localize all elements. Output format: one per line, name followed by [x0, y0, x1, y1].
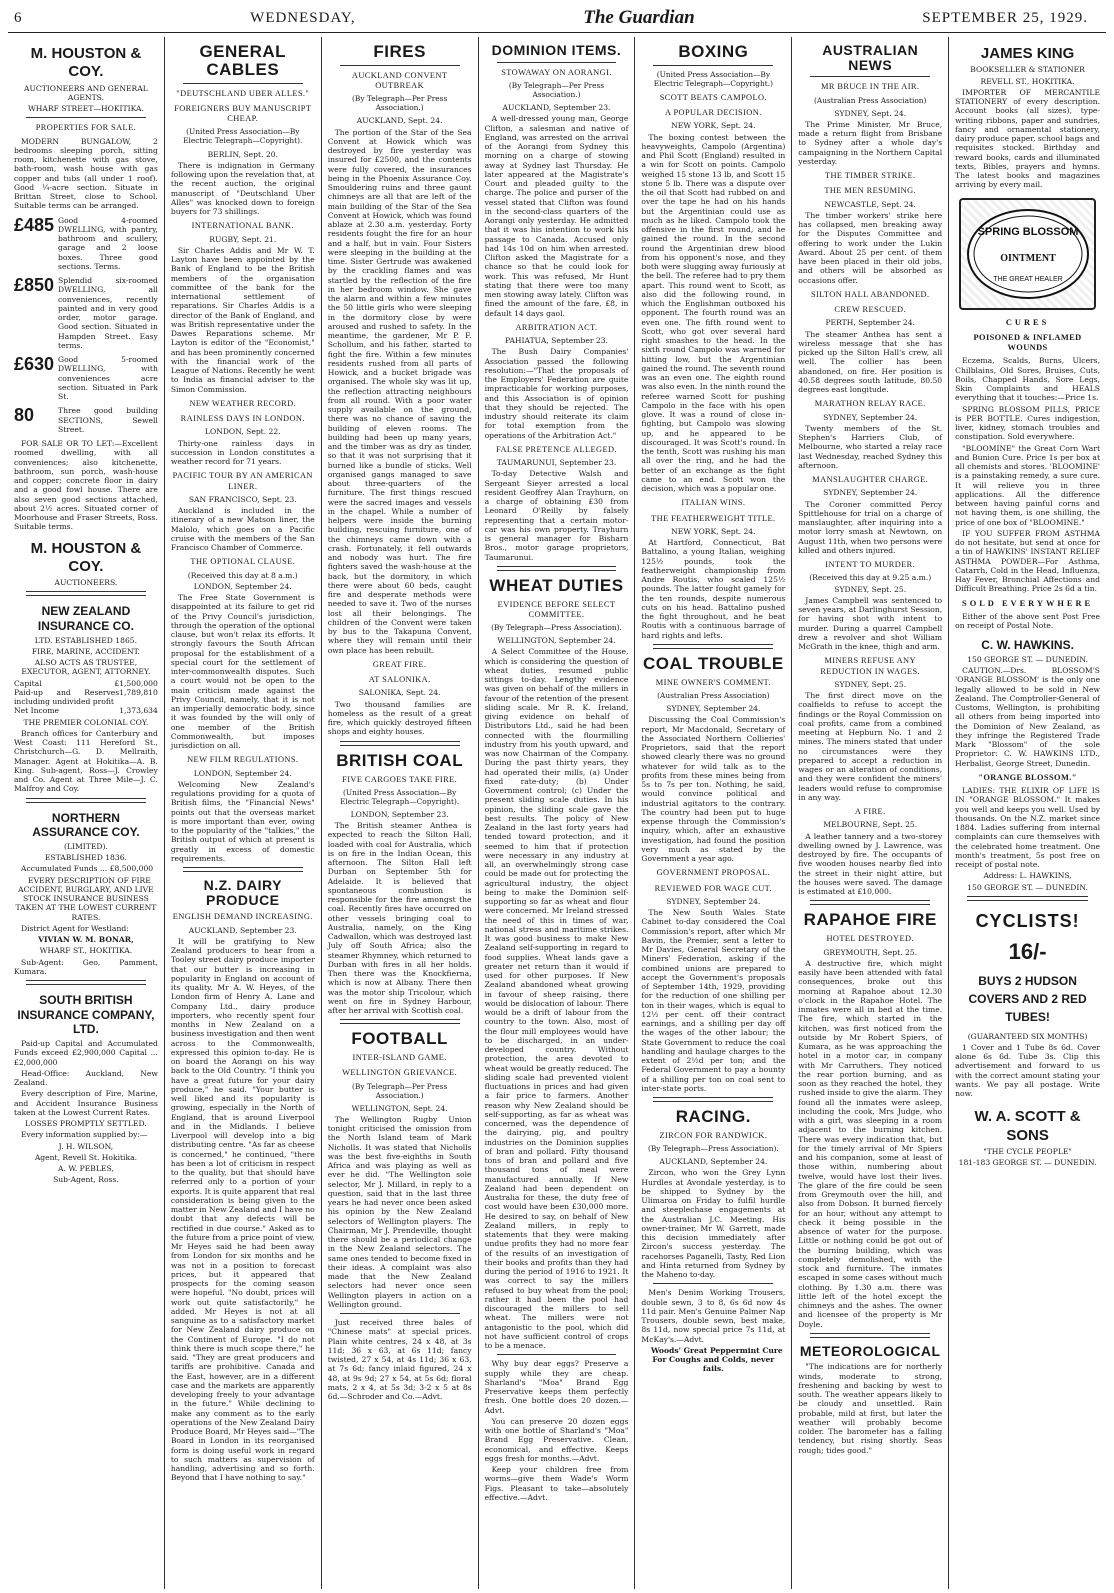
nzi-title: NEW ZEALAND INSURANCE CO. — [37, 604, 134, 634]
tyre-price: 16/- — [1008, 938, 1047, 964]
coal-trouble-heading: COAL TROUBLE — [642, 653, 784, 673]
advertisement: You can preserve 20 dozen eggs with one bottle of Sharland's "Moa" Brand Egg Preservative. Clean, economical, and effective. Keeps eggs fresh for months.—Advt. — [484, 1416, 629, 1463]
guarantee-note: (GUARANTEED SIX MONTHS) — [967, 1031, 1088, 1041]
article-body: The Wellington Rugby Union tonight criticised the omission from the North Island team of Mark Nicholls. It was stated that Nicholls was the best five-eighths in South Africa and was playing as well as ever he did. "The Wellington sole selector, Mr J. Millard, in reply to a question, said that in the last three years he had never once been asked his opinion by the New Zealand selectors of Wellington players. The Chairman, Mr J. Prendeville, thought there should be a periodical change in the New Zealand selectors. The same ones tended to become fixed in their ideas. A complaint was also made that the New Zealand selectors had never once seen Wellington players in action on a Wellington ground. — [327, 1114, 472, 1309]
advertisement: Why buy dear eggs? Preserve a supply while they are cheap. Sharland's "Moa" Brand Egg Preservative keeps them perfectly fresh. One bottle does 20 dozen.—Advt. — [484, 1359, 629, 1415]
divider — [340, 1019, 460, 1024]
column-4 — [479, 37, 636, 1589]
divider — [340, 1313, 460, 1314]
houston-ad-sub-2: AUCTIONEERS. — [54, 578, 118, 588]
article-dateline: SAN FRANCISCO, Sept. 23. — [188, 494, 297, 504]
sbi-head-office: Head-Office: Auckland, New Zealand. — [14, 1068, 158, 1088]
houston-ad-title-2: M. HOUSTON & COY. — [30, 539, 142, 575]
coupon-text: 1 Cover and 1 Tube 8s 6d. Cover alone 6s 6d. Tube 3s. Clip this advertisement and forward to us with the correct amount stating your wants. We pay all postage. Write now. — [955, 1042, 1100, 1099]
article-body: Sir Charles Addis and Mr W. T. Layton have been appointed by the Bank of England to be the British members of the organisation committee of the bank for the international settlement of reparations. Sir Charles Addis is a director of the Bank of England, and was British representative under the Dawes Reparations scheme. Mr Layton is editor of the "Economist," and has been prominently concerned with the financial work of the League of Nations. Recently he went to India as financial adviser to the Simon Commission. — [170, 245, 315, 394]
article-title: PACIFIC TOUR BY AN AMERICAN LINER. — [172, 471, 313, 491]
column-5 — [635, 37, 792, 1589]
article-body: Two thousand families are homeless as the result of a great fire, which quickly destroyed fifteen shops and eighty houses. — [327, 699, 472, 737]
caution-notice: CAUTION.—Drs. BLOSSOM'S 'ORANGE BLOSSOM' is the only one legally allowed to be sold in New Zealand. The Comptroller-General of Customs, Wellington, is prohibiting all others from being imported into the Dominion of New Zealand, as they infringe the Registered Trade Mark "Blossom" of the sole Proprietor: C. W. HAWKINS LTD., Herbalist, George Street, Dunedin. — [955, 666, 1100, 768]
article-credit: (United Press Association—By Electric Telegraph—Copyright). — [183, 127, 303, 146]
price-value: 80 — [14, 405, 35, 426]
article-title: GOVERNMENT PROPOSAL. — [656, 868, 771, 878]
capital-row — [14, 679, 158, 688]
ladies-ad: LADIES: THE ELIXIR OF LIFE IS IN "ORANGE BLOSSOM." It makes you well and keeps you well. Used by thousands. On the N.Z. market since 1884. Ladies suffering from internal complaints can cure themselves with the celebrated home treatment. One month's treatment, 5s post free on receipt of postal note. — [955, 786, 1100, 870]
article-title: MANSLAUGHTER CHARGE. — [812, 475, 929, 485]
article-dateline: GREYMOUTH, Sept. 25. — [823, 947, 918, 957]
article-body: Auckland is included in the itinerary of a new Matson liner, the Malolo, which goes on a Pacific cruise with the members of the San Francisco Chamber of Commerce. — [170, 506, 315, 552]
article-dateline: RUGBY, Sept. 21. — [209, 234, 277, 244]
article-body: The first direct move on the coalfields to refuse to accept the findings or the Royal Commission on coal profits, came from a combined meeting at Hepburn No. 1 and 2 mines. The miners stated that under no circumstances were they prepared to accept a reduction in wages or an alteration of conditions, and they were confident the miners' leaders would refuse to compromise in any way. — [798, 691, 943, 802]
article-dateline: AUCKLAND, September 23. — [188, 925, 297, 935]
cures-subtitle: POISONED & INFLAMED WOUNDS — [973, 332, 1082, 353]
boxing-heading: BOXING — [678, 42, 749, 61]
logo-text: SPRING BLOSSOM — [977, 225, 1078, 238]
price-row — [14, 406, 158, 434]
article-title: THE OPTIONAL CLAUSE. — [190, 557, 296, 567]
capital-row — [14, 688, 158, 707]
article-body: Thirty-one rainless days in succession in London constitutes a weather record for 71 years. — [170, 438, 315, 466]
columns — [8, 37, 1106, 1589]
article-title: HOTEL DESTROYED. — [826, 934, 914, 944]
nac-sub-agent: Sub-Agent: Geo, Pamment, Kumara. — [14, 957, 158, 976]
article-credit: (United Press Association—By Electric Telegraph—Copyright). — [340, 787, 460, 806]
divider — [26, 798, 146, 803]
nac-description: EVERY DESCRIPTION OF FIRE ACCIDENT, BURGLARY, AND LIVE STOCK INSURANCE BUSINESS TAKEN AT THE LOWEST CURRENT RATES. — [15, 875, 157, 922]
wheat-duties-heading: WHEAT DUTIES — [489, 575, 624, 595]
article-title: AUCKLAND CONVENT OUTBREAK — [351, 70, 448, 91]
article-title: GREAT FIRE. — [372, 659, 427, 669]
column-3 — [322, 37, 479, 1589]
divider — [340, 741, 460, 746]
article-subtitle: THE FEATHERWEIGHT TITLE. — [651, 513, 776, 523]
football-heading: FOOTBALL — [351, 1029, 448, 1049]
bloomine-ad: "BLOOMINE" the Great Corn Wart and Bunion Cure. Price 1s per box at all chemists and stores. 'BLOOMINE' is a painstaking remedy, a sure cure. It will relieve you in three applications. All the difference between having painful corns and not having them, is one shilling, the price of one box of "BLOOMINE." — [955, 443, 1100, 527]
column-6 — [792, 37, 949, 1589]
post-free-note: Either of the above sent Post Free on receipt of Postal Note. — [955, 611, 1100, 631]
sbi-info: Every information supplied by:— — [21, 1130, 148, 1140]
article-title: SCOTT BEATS CAMPOLO. — [659, 92, 767, 102]
houston-ad-title: M. HOUSTON & COY. — [30, 45, 142, 81]
article-title: "DEUTSCHLAND UBER ALLES." — [176, 88, 310, 98]
scott-sub: "THE CYCLE PEOPLE" — [983, 1147, 1072, 1157]
article-title: NEW FILM REGULATIONS. — [187, 755, 299, 765]
divider — [497, 566, 617, 571]
sbi-agent-1: J. H. WILSON, — [58, 1141, 114, 1151]
article-body: Twenty members of the St. Stephen's Harriers Club, of Melbourne, who started a relay race last Wednesday, reached Sydney this afternoon. — [798, 423, 943, 470]
article-subtitle: AT SALONIKA. — [368, 675, 431, 685]
article-dateline: LONDON, September 24. — [193, 581, 292, 591]
divider — [340, 65, 460, 66]
article-received: (Received this day at 8 a.m.) — [187, 570, 298, 580]
cures-title: CURES — [1005, 317, 1050, 327]
article-dateline: LONDON, Sept. 22. — [204, 427, 281, 437]
article-body: It will be gratifying to New Zealand producers to hear from a Tooley street dairy produce importer that our butter is increasing in popularity in England on account of its quality. Mr A. W. Heyes, of the London firm of Henry A. Lane and Company Ltd., dairy produce importers, who recently spent four months in New Zealand on a business investigation and then went across to the Commonwealth, expressed this opinion to-day. He is on board the Aorangi on his way back to the Old Country. "I think you have a great future for your dairy produce," he said. "Your butter is well liked and its popularity is growing, especially in the North of England, that is around Liverpool and in the Midlands. I believe Liverpool will develop into a big distributing centre. "As far as cheese is concerned," he continued, "there has been a lot of criticism in respect to the quality, but that should have referred only to a portion of your exports. It is quite apparent that real consideration is being given to the matter in New Zealand and I have no doubt that any defects will be rectified in due course." Asked as to the future from a price point of view, Mr Heyes said he had been away from London for six months and he was not in a position to forecast prices, but it appeared that prospects for the coming season were hopeful. "No doubt, prices will work out quite satisfactorily," he added. Mr Heyes is not at all sanguine as to a satisfactory market for New Zealand dairy produce on the Continent of Europe. "I do not think there is much scope there," he said. "They are great producers and tariffs are prohibitive. Canada and the East, however, are in a different case and the markets are apparently developing freely to your advantage in the future." While declining to make any comment as to the early operations of the New Zealand Dairy Produce Board, Mr Heyes said—"The Board in London in its reorganised form is doing useful work in regard to such matters as supervision of handling, advertising and so forth. Beyond that I have nothing to say." — [170, 936, 315, 1483]
article-body: To-day Detective Walsh and Sergeant Sieyer arrested a local resident Geoffrey Alan Trayhurn, on a charge of obtaining £30 from Leonard O'Reilly by falsely representing that a certain motor-car was his own property. Trayhurn is general manager for Bisharn Bros., motor garage proprietors, Taumarunui. — [484, 469, 629, 562]
racing-heading: RACING. — [675, 1107, 751, 1127]
divider — [183, 867, 303, 872]
article-title: A FIRE. — [854, 807, 886, 817]
masthead-day: WEDNESDAY, — [250, 9, 356, 26]
article-title: ZIRCON FOR RANDWICK. — [659, 1130, 768, 1140]
divider — [497, 1354, 617, 1355]
james-king-body: IMPORTER OF MERCANTILE STATIONERY of every description. Account books (all sizes), type-writing ribbons, paper and sundries, fancy and ornamental stationery, dairy produce paper, school bags and requisites stocked. Birthday and reward books, cards and illuminated texts, Bibles, prayers and hymns. The latest books and magazines arriving by every mail. — [955, 87, 1100, 190]
houston-ad-sub: AUCTIONEERS AND GENERAL AGENTS. — [24, 83, 148, 102]
masthead-date: SEPTEMBER 25, 1929. — [922, 9, 1088, 26]
article-dateline: WELLINGTON, September 24. — [497, 636, 616, 646]
divider — [497, 62, 617, 63]
article-body: A well-dressed young man, George Clifton, a salesman and native of England, was arrested on the arrival of the Aorangi from Sydney this morning on a charge of stowing away at Sydney last Thursday. He later appeared at the Magistrate's Court and pleaded guilty to the charge. The police and purser of the vessel stated that Clifton was found in the second-class quarters of the Aorangi only yesterday. He admitted that it was his intention to work his passage to Canada. Accused only had 14s 10d on him when arrested. Clifton asked the Magistrate for a chance so that he could look for work. This was refused, Mr Hunt stating that there were too many men stowing away lately. Clifton was fined the amount of the fare, £8, in default 14 days gaol. — [484, 114, 629, 318]
article-body: At Hartford, Connecticut, Bat Battalino, a young Italian, weighing 125½ pounds, took the featherweight championship from Andre Routis, who scaled 125½ pounds. The latter fought gamely for the ten rounds, despite numerous cuts on his head. Battalino pushed the fight throughout, and he beat Routis with a continuous barrage of hard rights and lefts. — [641, 538, 786, 640]
article-title: INTERNATIONAL BANK. — [191, 221, 294, 231]
article-body: The timber workers' strike here has collapsed, men breaking away for the Disputes Committee and offering to work under the Lukin Award. About 25 per cent. of them have been placed in their old jobs, and others will be absorbed as occasions offer. — [798, 210, 943, 285]
divider — [810, 76, 930, 77]
article-dateline: SYDNEY, September 24. — [666, 896, 761, 906]
british-coal-heading: BRITISH COAL — [336, 750, 464, 770]
article-dateline: SYDNEY, Sept. 25. — [834, 584, 907, 594]
article-title: NEW WEATHER RECORD. — [189, 398, 297, 408]
advertisement: Men's Denim Working Trousers, double sewn, 3 to 8, 6s 6d now 4s 11d pair. Men's Genuine Palmer Nap Trousers, double sewn, best make, 8s 11d, now special price 7s 11d, at McKay's.—Advt. — [641, 1288, 786, 1344]
article-dateline: SALONIKA, Sept. 24. — [358, 688, 441, 698]
article-dateline: TAUMARUNUI, September 23. — [496, 458, 617, 467]
scott-address: 181-183 GEORGE ST. — DUNEDIN. — [958, 1158, 1097, 1168]
nac-funds: Accumulated Funds ... £8,500,000 — [21, 864, 154, 874]
article-title: FIVE CARGOES TAKE FIRE. — [342, 774, 458, 784]
divider — [26, 117, 146, 118]
article-title: EVIDENCE BEFORE SELECT COMMITTEE. — [497, 599, 616, 619]
article-title: INTER-ISLAND GAME. — [352, 1053, 447, 1063]
nac-title: NORTHERN ASSURANCE COY. — [32, 810, 140, 840]
article-dateline: SYDNEY, Sept. 24. — [834, 108, 907, 118]
article-title: MINE OWNER'S COMMENT. — [655, 677, 771, 687]
article-dateline: LONDON, September 23. — [350, 809, 449, 819]
article-body: The New South Wales State Cabinet to-day considered the Coal Commission's report, after which Mr Bavin, the Premier, sent a letter to Mr Davies, General Secretary of the Miners' Federation, asking if the combined unions are prepared to accept the Government's proposals of September 14th, 1929, providing for the reduction of one shilling per ton in their wages, which is equal to 12½ per cent. off their contract earnings, and a shilling per day off the wages of the other labour; the State Government to reduce the coal handling and haulage charges to the extent of 2½d per ton; and the Federal Government to pay a bounty of a shilling per ton on coal sent to inter-state ports. — [641, 908, 786, 1093]
article-dateline: LONDON, September 24. — [193, 768, 292, 778]
australian-news-heading: AUSTRALIAN NEWS — [822, 42, 919, 73]
cures-body: Eczema, Scalds, Burns, Ulcers, Chilblains, Old Sores, Bruises, Cuts, Boils, Chapped Hands, Sore Legs, Skin Complaints and HEALS everything that it touches:—Price 1s. — [955, 356, 1100, 403]
article-title: SILTON HALL ABANDONED. — [810, 289, 930, 299]
article-dateline: NEW YORK, Sept. 24. — [671, 121, 756, 131]
article-dateline: AUCKLAND, September 23. — [502, 103, 611, 112]
article-credit: (By Telegraph—Per Press Association.) — [508, 80, 605, 99]
article-subtitle: RAINLESS DAYS IN LONDON. — [180, 414, 305, 423]
divider — [183, 83, 303, 84]
article-body: Welcoming New Zealand's regulations providing for a quota of British films, the "Financial News" points out that the overseas market is more important than ever, owing to the popularity of the "talkies," the British output of which at present is greatly in excess of domestic requirements. — [170, 779, 315, 863]
orange-blossom-title: "ORANGE BLOSSOM." — [978, 772, 1077, 782]
james-king-address: REVELL ST., HOKITIKA. — [980, 76, 1075, 86]
article-title: THE TIMBER STRIKE. — [824, 171, 916, 181]
meteorological-heading: METEOROLOGICAL — [799, 1342, 941, 1359]
hawkins-title: C. W. HAWKINS. — [981, 638, 1074, 653]
article-title: ITALIAN WINS. — [681, 498, 746, 508]
article-title: STOWAWAY ON AORANGI. — [501, 67, 612, 77]
article-body: The Free State Government is disappointed at its failure to get rid of the Privy Council's jurisdiction, through the operation of the optional clause, but won't relax its efforts. It strongly favours the South African proposal for the establishment of a special court for the settlement of inter-commonwealth disputes. Such a court would not be open to the main criticism made against the Privy Council, namely, that it is not an imperially democratic body, since it was founded by the will only of one member of the British Commonwealth, but imposes jurisdiction on all. — [170, 593, 315, 750]
article-title: ARBITRATION ACT. — [515, 322, 598, 332]
page-number: 6 — [14, 9, 23, 26]
article-dateline: SYDNEY, September 24. — [823, 412, 918, 422]
column-2 — [165, 37, 322, 1589]
article-title: MINERS REFUSE ANY REDUCTION IN WAGES. — [820, 656, 921, 676]
sold-everywhere: SOLD EVERYWHERE — [962, 598, 1094, 608]
cyclists-heading: CYCLISTS! — [975, 910, 1080, 931]
advertisement: Woods' Great Peppermint Cure For Coughs and Colds, never fails. — [650, 1345, 783, 1374]
article-body: The Prime Minister, Mr Bruce, made a return flight from Brisbane to Sydney after a whole day's campaigning in the Northern Capital yesterday. — [798, 119, 943, 166]
price-value: £850 — [14, 275, 55, 296]
article-title: MR BRUCE IN THE AIR. — [821, 82, 920, 92]
james-king-title: JAMES KING — [980, 45, 1075, 62]
article-dateline: SYDNEY, Sept. 25. — [834, 679, 907, 689]
divider — [653, 65, 773, 66]
for-sale-listing: FOR SALE OR TO LET:—Excellent roomed dwelling, with all conveniences; also kitchenette, bathroom, sun porch, wash-house and copper; concrete floor in dairy and a good fowl house. There are also seven good sections attached, about 2½ acres. Situated corner of Moorhouse and Fraser Streets, Ross. Suitable terms. — [14, 439, 158, 532]
sbi-capital: Paid-up Capital and Accumulated Funds exceed £2,900,000 Capital ... £2,000,000 — [14, 1039, 158, 1067]
ladies-address: 150 GEORGE ST. — DUNEDIN. — [967, 882, 1088, 892]
blossom-emblem-icon — [964, 205, 1092, 303]
branch-offices: Branch offices for Canterbury and West Coast: 111 Hereford St., Christchurch—G. D. Mellraith, Manager. Agent at Hokitika—A. B. King. Sub-agent, Ross—J. Crowley and Co. Agent at Three Mile—J. C. Malfroy and Coy. — [14, 728, 158, 794]
article-dateline: NEW YORK, Sept. 24. — [671, 526, 756, 536]
divider — [26, 980, 146, 985]
article-subtitle: THE MEN RESUMING. — [824, 186, 917, 196]
article-dateline: SYDNEY, September 24. — [666, 704, 761, 714]
nac-agent-label: District Agent for Westland: — [21, 923, 129, 933]
rapahoe-fire-heading: RAPAHOE FIRE — [803, 910, 937, 930]
article-dateline: WELLINGTON, Sept. 24. — [351, 1103, 448, 1113]
article-body: There is indignation in Germany following upon the revelation that, at the recent auction, the original manuscript of "Deutschland Uber Alles" was knocked down to foreign buyers for 73 shillings. — [170, 160, 315, 216]
article-credit: (Australian Press Association) — [813, 95, 927, 105]
article-body: "The indications are for northerly winds, moderate to strong, freshening and backing by west to south. The weather appears likely to be cloudy and unsettled. Rain probable, mild at first, but later the weather will probably become colder. The barometer has a falling tendency, but rising shortly. Seas rough; tides good." — [798, 1362, 943, 1455]
dominion-items-heading: DOMINION ITEMS. — [491, 42, 622, 58]
article-credit: (Australian Press Association) — [657, 691, 770, 700]
article-body: A leather tannery and a two-storey dwelling owned by J. Lawrence, was destroyed by fire. The occupants of five wooden houses nearby fled into the street in their night attire, but the houses were saved. The damage is estimated at £10,000. — [798, 831, 943, 897]
price-row — [14, 276, 158, 350]
capital-value: 1,789,810 — [119, 687, 158, 697]
houston-ad-address: WHARF STREET—HOKITIKA. — [27, 104, 144, 114]
article-title: ENGLISH DEMAND INCREASING. — [172, 912, 313, 922]
article-dateline: MELBOURNE, Sept. 25. — [823, 820, 918, 830]
article-body: A Select Committee of the House, which is considering the question of wheat duties, resumed public sittings to-day. Lengthy evidence was given on behalf of the millers in favour of the retention of the present sliding scale. Mr R. K. Ireland, giving evidence on behalf of Distributors Ltd., said he had been connected with the flourmilling industry from his youth upward, and was now Chairman of the Company. During the past thirty years, they had operated their mills, (a) Under fixed rate-duty; (b) Under Government control; (c) Under the present sliding scale duties. In his opinion, the sliding scale gave the best results. The policy of New Zealand in the last forty years had tended toward protection, and it seemed to him that if protection were necessary in any industry at all, an overwhelmingly strong case could be made out for protecting the agricultural industry, the object being to make the Dominion self-supporting so far as wheat and flour were concerned. Mr Ireland stressed the need of this in times of war, national stress and maritime strikes. It was good business to make New Zealand self-supporting in regard to food supplies. Wheat lands gave a greater net return than it would if used for other purposes. If New Zealand abandoned wheat growing in favour of sheep raising, there would be dislocation of labour. There would be a drift of labour from the country to the town. Also, most of the flour mill employees would have to be discharged, in an under-developed country. Without protection, the area devoted to wheat would be greatly reduced. The sliding scale had prevented violent fluctuations in prices and had given a fair price to farmers. Another reason why New Zealand should be self-supporting, as far as wheat was concerned, was the dependence of the dairying, pig, and poultry industries on the Dominion supplies of bran and pollard. Fifty thousand tons of bran and pollard and five thousand tons of meal were manufactured annually. If New Zealand had been dependent on Australia for these, the duty free of cost would have been £30,000 more. He desired to say, on behalf of New Zealand millers, in reply to statements that they were making undue profits they had no more fear of the results of an investigation of their books and profits than they had during the period of 1916 to 1921. It was correct to say the millers refused to buy wheat from the pool; rather it had been the pool had discouraged the millers to sell wheat. The millers were not antagonistic to the pool, which did not have sufficient control of crops to be a menace. — [484, 647, 629, 1351]
article-body: The British steamer Anthea is expected to reach the Silton Hall, loaded with coal for Australia, which is on fire in the Indian Ocean, this afternoon. The Silton Hall left Durban on September 5th for Adelaide. It is believed that spontaneous combustion is responsible for the fire amongst the coal. Recently fires have occurred on other vessels bringing coal to Australia, namely, on the King Cadwallon, which was destroyed last July off South Africa; also the steamer Rhymney, which returned to Durban with fires in all her holds. Then there was the Knockfierna, which is now at Albany. There then was the motor ship Tricolour, which went on fire in Sydney Harbour, after her arrival with Scottish coal. — [327, 821, 472, 1016]
article-subtitle: REVIEWED FOR WAGE CUT. — [654, 883, 773, 893]
article-body: The portion of the Star of the Sea Convent at Howick which was destroyed by fire yesterday was insured for £2500, and the contents were fully covered, the insurances being in the Phoenix Assurance Coy. Smouldering ruins and three gaunt chimneys are all that are left of the main building of the Star of the Sea Convent at Howick, which was found ablaze at 2.30 a.m. yesterday. Forty residents fought the fire for an hour and a half, but in vain. Four Sisters were sleeping in the building at the time. Sister Gertrude was awakened by the crackling flames and was startled by the reflection of the fire in her bedroom window. She gave the alarm and within a few minutes the 50 little girls who were sleeping in the dormitory close by were aroused and rushed to safety. In the meantime, the gardener, Mr P. F. Schollum, and his father, started to fight the fire. Within a few minutes residents rushed from all parts of Howick, and a bucket brigade was organised. The whole sky was lit up, the reflection attracting neighbours from all round. With a poor water supply available on the ground, there was no chance of saving the building of eleven rooms. The building had been up many years, and the timber was as dry as tinder, so that it was not surprising that it burned like a bundle of sticks. Well organised gangs managed to save about three-quarters of the furniture. The first things rescued were the sacred images and vessels in the chapel. While a number of helpers were inside the burning building, rescuing furniture, one of the chimneys came down with a crash. Fortunately, it fell outwards and nobody was hurt. The fire fighters saved the wash-house at the back, but the dormitory, in which there were about 60 beds, caught fire and desperate methods were needed to save it. Two of the nurses lost all their belongings. The children of the Convent were taken by bus to the Takapuna Convent, where they will remain until their own place has been rebuilt. — [327, 127, 472, 655]
premier-colonial: THE PREMIER COLONIAL COY. — [23, 717, 149, 727]
scott-title: W. A. SCOTT & SONS — [974, 1108, 1081, 1144]
article-title: FALSE PRETENCE ALLEGED. — [496, 444, 617, 454]
advertisement: Just received three bales of "Chinese mats" at special prices. Plain white centres, 24 x 48, at 3s 11d; 36 x 63, at 6s 11d; fancy twisted, 27 x 54, at 4s 11d; 36 x 63, at 7s 6d; fancy inlaid figured, 24 x 48, at 9s 9d; 27 x 54, at 5s 6d; floral mats, 2 x 4, at 5s 3d; 3-2 x 5 at 8s 6d.—Schroder and Co.—Advt. — [327, 1318, 472, 1402]
price-desc: Good 4-roomed DWELLING, with pantry, bathroom and scullery, garage and 2 loose boxes. Three good sections. Terms. — [58, 215, 158, 271]
nac-limited: (LIMITED). — [63, 841, 108, 851]
divider — [653, 1283, 773, 1284]
logo-bottom: THE GREAT HEALER — [992, 275, 1063, 283]
article-body: The steamer Anthea has sent a wireless message that she has picked up the Silton Hall's crew, all well. The collier has been abandoned, on fire. Her position is 40.58 degrees south latitude, 80.50 degrees east longitude. — [798, 329, 943, 395]
article-credit: (By Telegraph—Press Association). — [647, 1144, 779, 1154]
sbi-description: Every description of Fire, Marine, and Accident Insurance Business taken at the Lowest Current Rates. — [14, 1089, 158, 1117]
james-king-sub: BOOKSELLER & STATIONER — [970, 65, 1085, 75]
dairy-produce-heading: N.Z. DAIRY PRODUCE — [203, 877, 282, 908]
article-body: Zircon, who won the Grey Lynn Hurdles at Avondale yesterday, is to be shipped to Sydney by the Ulimaroa on Friday to fulfil hurdle and steeplechase engagements at the Australian J.C. Meeting. His owner-trainer, Mr W. Garrett, made this decision immediately after Zircon's success yesterday. The racehorses Paganelli, Tasty, Red Lion and Hinta returned from Sydney by the Maheno to-day. — [641, 1168, 786, 1280]
price-desc: Three good building SECTIONS, Sewell Street. — [58, 406, 158, 434]
price-desc: Good 5-roomed DWELLING, with conveniences acre section. Situated in Park St. — [58, 355, 158, 402]
capital-row — [14, 706, 158, 715]
article-subtitle: CREW RESCUED. — [834, 305, 906, 315]
article-body: The boxing contest between the heavyweights, Campolo (Argentina) and Phil Scott (England) resulted in a win for Scott on points. Campolo weighed 15 stone 13 lb, and Scott 15 stone 5 lb. There was a dispute over the oil that Scott had rubbed on and over the tape he had on his hands but the Argentinian could use as much as he liked. Campolo took the offensive in the first round, and he gained the round. In the second round the Argentinian drew blood from his opponent's nose, and they both were slugging away furiously at the bell. The referee had to pry them apart. This round went to Scott, as also did the following round, in which the Englishman outboxed his opponent. The fourth round was an even one. The fifth round went to Scott, who got over several hard right smashes to the head. In the sixth round Campolo was warned for hitting low, but the Argentinian gained the round. The seventh round was an even one. The eighth round was also even. In the ninth round the referee warned Scott for pushing Campolo in the face with his open glove. It was a round of close in-fighting, but Campolo was slowing up, and he appeared to be discouraged. It was Scott's round. In the tenth, Scott was rushing his man all over the ring, and he had the better of an exchange as the fight came to an end. Scott won the decision, which was a popular one. — [641, 132, 786, 494]
column-7 — [949, 37, 1106, 1589]
divider — [26, 591, 146, 596]
article-dateline: PERTH, September 24. — [825, 318, 915, 328]
article-subtitle: WELLINGTON GRIEVANCE. — [342, 1068, 458, 1078]
article-body: James Campbell was sentenced to seven years, at Darlinghurst Session, for having shot with intent to murder. During a quarrel Campbell drew a revolver and shot William McGrath in the knee, thigh and arm. — [798, 595, 943, 652]
price-value: £630 — [14, 354, 55, 375]
article-credit: (By Telegraph—Per Press Association.) — [352, 1081, 448, 1100]
divider — [653, 644, 773, 649]
paper-name: The Guardian — [583, 7, 695, 28]
sbi-title: SOUTH BRITISH INSURANCE COMPANY, LTD. — [17, 993, 155, 1037]
fires-heading: FIRES — [373, 42, 426, 61]
sbi-agent-1-address: Agent, Revell St. Hokitika. — [34, 1152, 138, 1162]
article-body: The Bush Dairy Companies' Association passed the following resolution:—"That the proposals of the Employers' Federation are quite impracticable for working purposes, and this Association is of opinion that they should be rejected. The industry should reiterate its claim for total exemption from the operations of the Arbitration Act." — [484, 347, 629, 440]
article-dateline: BERLIN, Sept. 20. — [207, 149, 278, 159]
article-body: A destructive fire, which might easily have been attended with fatal consequences, broke out this morning at Rapahoe about 12.30 o'clock in the Rapahoe Hotel. The inmates were all in bed at the time. The fire, which started in the kitchen, was first noticed from the outside by Mr Robert Spiers, of Kumara, as he was approaching the hotel in a motor car, in company with Mr Carruthers. They noticed the rear portion burning, and as soon as they reached the hotel, they rushed inside to give the alarm. They found all the inmates were asleep, including the cook, Mrs Judge, who with a girl, was sleeping in a room adjacent to the burning kitchen. There was every indication that, but for the timely arrival of Mr Spiers and his companion, some at least of those within, numbering about twelve, would have lost their lives. The glare of the fire could be seen from Greymouth over the hill, and also from Dobson. It burned fiercely for an hour, without any attempt to check it being possible in the absence of water for the purpose. Little or nothing could be got out of the burning building, which was completely demolished, with the stock and furniture. The inmates escaped in some cases without much clothing. By 1.30 a.m. there was little left of the hotel except the chimneys and the ashes. The owner and licensee of the property is Mr Doyle. — [798, 958, 943, 1329]
article-subtitle: FOREIGNERS BUY MANUSCRIPT CHEAP. — [174, 103, 312, 124]
article-dateline: SYDNEY, September 24. — [823, 488, 918, 498]
article-credit: (By Telegraph—Per Press Association.) — [352, 94, 448, 113]
column-1 — [8, 37, 165, 1589]
price-row — [14, 355, 158, 401]
spring-blossom-logo — [959, 198, 1096, 310]
properties-heading: PROPERTIES FOR SALE. — [35, 123, 137, 133]
article-dateline: NEWCASTLE, Sept. 24. — [824, 199, 916, 209]
article-body: Discussing the Coal Commission's report, Mr Macdonald, Secretary of the Associated Northern Collieries' Proprietors, said that the report showed clearly there was no ground whatever for wild talk as to the profits from these mines being from 5s to 7s per ton. Nothing, he said, would convince political and industrial agitators to the contrary. The country had been put to huge expense through the Commission's inquiry, which, after an exhaustive investigation, had found the position very much as stated by the Government a year ago. — [641, 715, 786, 864]
general-cables-heading: GENERAL CABLES — [199, 42, 287, 79]
tyre-offer: BUYS 2 HUDSON COVERS AND 2 RED TUBES! — [968, 973, 1087, 1024]
logo-sub: OINTMENT — [999, 252, 1056, 264]
article-credit: (United Press Association—By Electric Telegraph—Copyright.) — [653, 69, 773, 88]
sbi-agent-2-address: Sub-Agent, Ross. — [53, 1175, 119, 1185]
capital-value: £1,500,000 — [114, 678, 158, 688]
bungalow-listing: MODERN BUNGALOW, 2 bedrooms sleeping porch, sitting room, kitchenette with gas stove, bath-room, wash house with gas copper and tubs (all under 1 roof). Good ¼-acre section. Situate in Brittan Street, close to School. Suitable terms can be arranged. — [14, 136, 158, 211]
sbi-losses: LOSSES PROMPTLY SETTLED. — [25, 1119, 147, 1129]
price-desc: Splendid six-roomed DWELLING, all conveniences, recently painted and in very good order, motor garage. Good section. Situated in Hampden Street. Easy terms. — [58, 276, 158, 350]
divider — [967, 896, 1088, 901]
nzi-lines: FIRE, MARINE, ACCIDENT. — [31, 646, 140, 656]
capital-value: 1,373,634 — [119, 706, 158, 716]
article-credit: (By Telegraph—Press Association). — [491, 623, 622, 633]
ladies-address-label: Address: L. HAWKINS, — [983, 871, 1072, 881]
nac-established: ESTABLISHED 1836. — [44, 853, 127, 863]
asthma-ad: IF YOU SUFFER FROM ASTHMA do not hesitate, but send at once for a tin of HAWKINS' INSTANT RELIEF ASTHMA POWDER—For Asthma, Catarrh, Cold in the Head, Influenza, Hay Fever, Bronchial Affections and Difficult Breathing. Price 2s 6d a tin. — [955, 528, 1100, 594]
advertisement: Keep your children free from worms—give them Wade's Worm Figs. Pleasant to take—absolutely effective.—Advt. — [484, 1465, 629, 1502]
divider — [810, 1333, 930, 1338]
article-subtitle: A POPULAR DECISION. — [664, 108, 762, 118]
nzi-also: ALSO ACTS AS TRUSTEE, EXECUTOR, AGENT, ATTORNEY. — [21, 658, 151, 677]
article-dateline: AUCKLAND, September 24. — [659, 1157, 768, 1167]
sbi-agent-2: A. W. PEBLES, — [58, 1164, 114, 1174]
divider — [653, 1097, 773, 1102]
masthead — [8, 6, 1106, 33]
pills-ad: SPRING BLOSSOM PILLS, PRICE is PER BOTTLE. Cures indigestion, liver, kidney, stomach troubles and constipation. Sold everywhere. — [955, 404, 1100, 442]
capital-label: Paid-up and Reserves including undivided profit — [14, 687, 120, 707]
capital-label: Net Income — [14, 706, 60, 716]
article-dateline: AUCKLAND, Sept. 24. — [356, 116, 443, 126]
article-dateline: PAHIATUA, September 23. — [505, 336, 608, 345]
nac-agent-address: WHARF ST., HOKITIKA. — [39, 946, 133, 956]
hawkins-address: 150 GEORGE ST. — DUNEDIN. — [967, 654, 1088, 664]
article-body: The Coroner committed Percy Spittlehouse for trial on a charge of manslaughter, after inquiring into a motor lorry smash at Newtown, on August 11th, when two persons were killed and others injured. — [798, 499, 943, 555]
article-title: INTENT TO MURDER. — [825, 560, 916, 570]
nac-agent-name: VIVIAN W. M. BONAR, — [38, 935, 134, 945]
price-row — [14, 216, 158, 272]
divider — [810, 900, 930, 905]
nzi-established: LTD. ESTABLISHED 1865. — [34, 635, 138, 645]
article-received: (Received this day at 9.25 a.m.) — [809, 573, 932, 583]
price-value: £485 — [14, 214, 55, 235]
article-title: MARATHON RELAY RACE. — [814, 399, 926, 409]
capital-label: Capital — [14, 678, 42, 688]
